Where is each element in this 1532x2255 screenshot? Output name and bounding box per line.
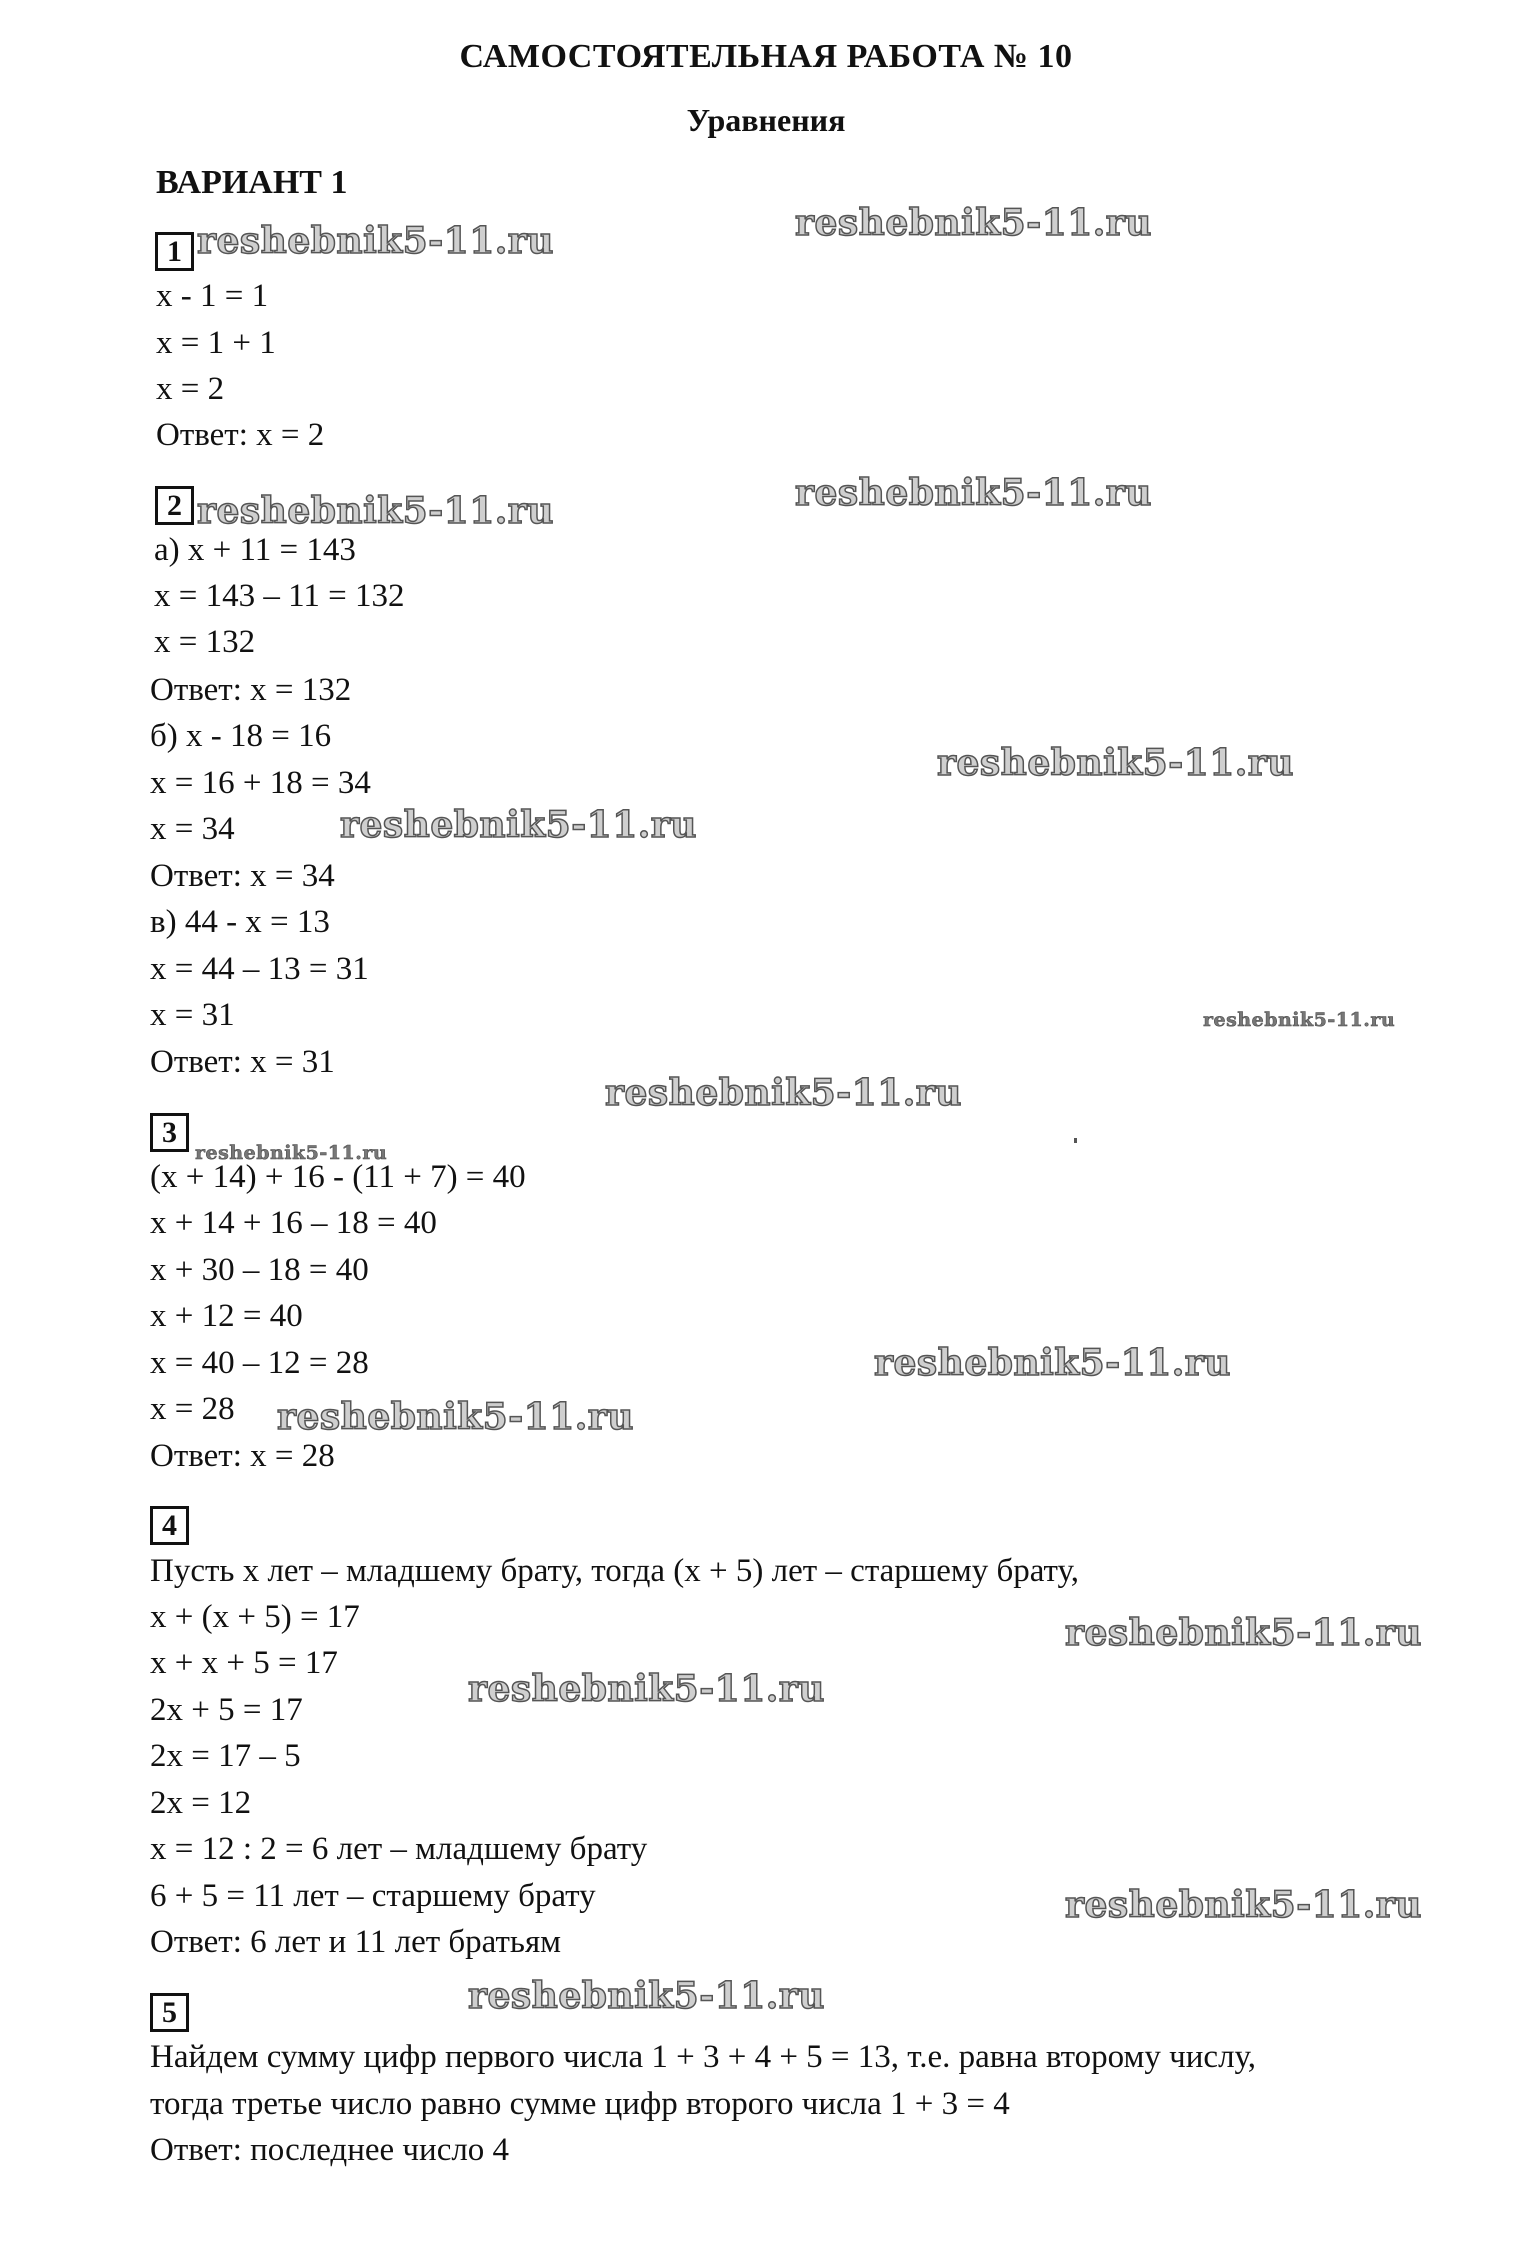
task-number-3: 3	[150, 1113, 189, 1152]
task2-line-1: а) x + 11 = 143	[154, 532, 356, 568]
watermark: reshebnik5-11.ru	[1065, 1884, 1422, 1926]
task5-answer: Ответ: последнее число 4	[150, 2132, 510, 2168]
watermark: reshebnik5-11.ru	[277, 1396, 634, 1438]
scan-speck	[1074, 1138, 1077, 1143]
task2-line-3: x = 132	[154, 624, 256, 660]
task2-line-8: Ответ: x = 34	[150, 858, 335, 894]
task2-line-9: в) 44 - x = 13	[150, 904, 330, 940]
task4-line-5: 2x = 17 – 5	[150, 1738, 301, 1774]
watermark: reshebnik5-11.ru	[468, 1975, 825, 2017]
watermark: reshebnik5-11.ru	[874, 1342, 1231, 1384]
task4-line-6: 2x = 12	[150, 1785, 252, 1821]
watermark: reshebnik5-11.ru	[1065, 1612, 1422, 1654]
task3-line-1: (x + 14) + 16 - (11 + 7) = 40	[150, 1159, 526, 1195]
task4-answer: Ответ: 6 лет и 11 лет братьям	[150, 1924, 562, 1960]
task5-line-2: тогда третье число равно сумме цифр второго числа 1 + 3 = 4	[150, 2086, 1010, 2122]
watermark: reshebnik5-11.ru	[1203, 1009, 1396, 1031]
watermark: reshebnik5-11.ru	[795, 472, 1152, 514]
task1-line-2: x = 1 + 1	[156, 325, 276, 361]
task2-line-10: x = 44 – 13 = 31	[150, 951, 369, 987]
task4-line-3: x + x + 5 = 17	[150, 1645, 338, 1681]
task1-line-1: x - 1 = 1	[156, 278, 269, 314]
task3-line-4: x + 12 = 40	[150, 1298, 303, 1334]
task2-line-6: x = 16 + 18 = 34	[150, 765, 371, 801]
task5-line-1: Найдем сумму цифр первого числа 1 + 3 + 4 + 5 = 13, т.е. равна второму числу,	[150, 2039, 1256, 2075]
task4-line-1: Пусть x лет – младшему брату, тогда (x + 5) лет – старшему брату,	[150, 1553, 1079, 1589]
watermark: reshebnik5-11.ru	[605, 1072, 962, 1114]
watermark: reshebnik5-11.ru	[340, 804, 697, 846]
task2-line-7: x = 34	[150, 811, 235, 847]
task-number-5: 5	[150, 1993, 189, 2032]
watermark: reshebnik5-11.ru	[197, 490, 554, 532]
watermark: reshebnik5-11.ru	[197, 220, 554, 262]
task2-line-2: x = 143 – 11 = 132	[154, 578, 405, 614]
task-number-1: 1	[155, 232, 194, 271]
task2-line-5: б) x - 18 = 16	[150, 718, 332, 754]
task1-line-3: x = 2	[156, 371, 225, 407]
task4-line-2: x + (x + 5) = 17	[150, 1599, 360, 1635]
watermark: reshebnik5-11.ru	[468, 1668, 825, 1710]
task3-line-2: x + 14 + 16 – 18 = 40	[150, 1205, 437, 1241]
task3-line-5: x = 40 – 12 = 28	[150, 1345, 369, 1381]
watermark: reshebnik5-11.ru	[795, 202, 1152, 244]
watermark: reshebnik5-11.ru	[195, 1142, 388, 1164]
watermark: reshebnik5-11.ru	[937, 742, 1294, 784]
variant-heading: ВАРИАНТ 1	[156, 164, 348, 201]
task4-line-8: 6 + 5 = 11 лет – старшему брату	[150, 1878, 596, 1914]
task-number-4: 4	[150, 1506, 189, 1545]
task-number-2: 2	[155, 486, 194, 525]
task2-line-11: x = 31	[150, 997, 235, 1033]
task4-line-4: 2x + 5 = 17	[150, 1692, 303, 1728]
task1-answer: Ответ: x = 2	[156, 417, 325, 453]
page-title: САМОСТОЯТЕЛЬНАЯ РАБОТА № 10	[459, 38, 1073, 75]
task3-answer: Ответ: x = 28	[150, 1438, 335, 1474]
task2-line-12: Ответ: x = 31	[150, 1044, 335, 1080]
task2-line-4: Ответ: x = 132	[150, 672, 352, 708]
page-subtitle: Уравнения	[686, 102, 846, 138]
task3-line-6: x = 28	[150, 1391, 235, 1427]
task3-line-3: x + 30 – 18 = 40	[150, 1252, 369, 1288]
task4-line-7: x = 12 : 2 = 6 лет – младшему брату	[150, 1831, 648, 1867]
